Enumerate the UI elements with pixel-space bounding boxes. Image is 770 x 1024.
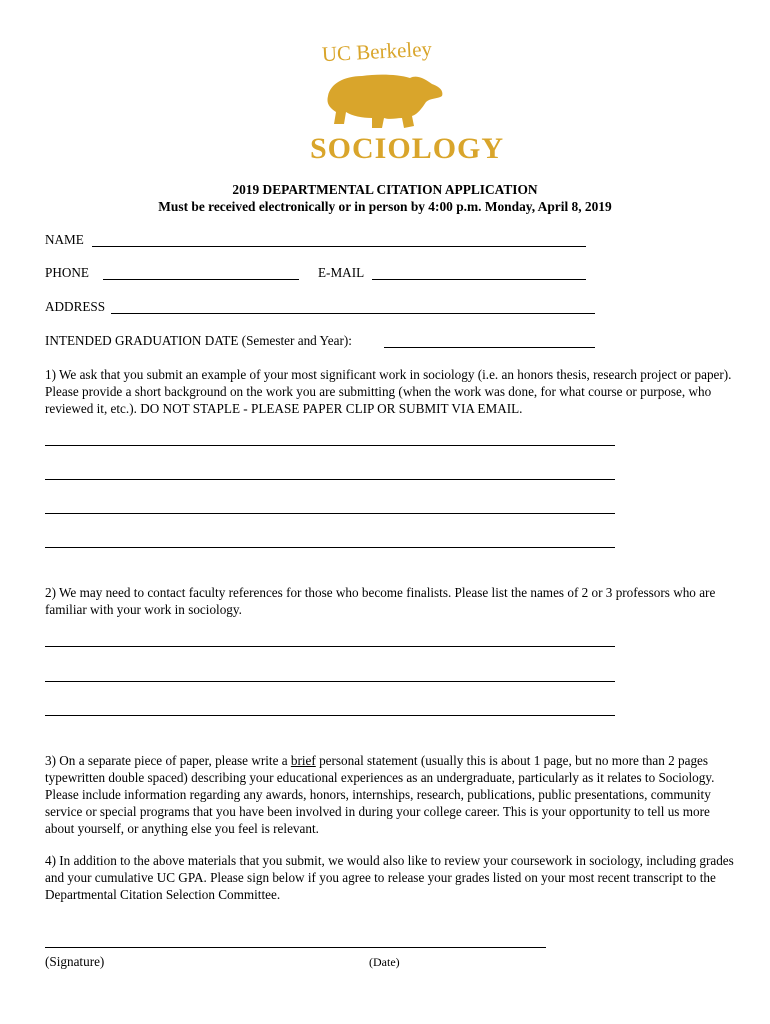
address-label: ADDRESS [45,299,106,314]
q2-answer-line[interactable] [45,646,615,647]
question-2-text: 2) We may need to contact faculty references for those who become finalists. Please list the names of 2 or 3 professors who are familiar with your work in sociology. [45,585,716,617]
q2-answer-line[interactable] [45,715,615,716]
graduation-date-field[interactable] [384,347,595,348]
phone-field[interactable] [103,279,299,280]
uc-berkeley-sociology-logo [300,36,505,170]
q3-text-after: personal statement (usually this is about 1 page, but no more than 2 pages typewritten double spaced) describing your educational experiences as an undergraduate, particularly as it relates to Sociology. Please include information regarding any awards, honors, internships, research, publications, public presentations, community service or special programs that you have been involved in during your college career. This is your opportunity to tell us more about yourself, or anything else you feel is relevant. [45,753,715,836]
signature-label: (Signature) [45,954,105,969]
address-field[interactable] [111,313,595,314]
question-3-text [45,752,735,837]
email-field[interactable] [372,279,586,280]
q1-answer-line[interactable] [45,513,615,514]
phone-label: PHONE [45,265,89,280]
signature-line[interactable] [45,947,546,948]
q2-answer-line[interactable] [45,681,615,682]
graduation-date-label: INTENDED GRADUATION DATE (Semester and Year): [45,333,352,348]
name-label: NAME [45,232,84,247]
q1-answer-line[interactable] [45,547,615,548]
bear-icon [300,36,505,170]
q3-text-before: 3) On a separate piece of paper, please write a [45,753,291,768]
email-label: E-MAIL [318,265,365,280]
date-label: (Date) [369,955,400,969]
question-4-text: 4) In addition to the above materials that you submit, we would also like to review your coursework in sociology, including grades and your cumulative UC GPA. Please sign below if you agree to release your grades listed on your most recent transcript to the Departmental Citation Selection Committee. [45,853,734,902]
q1-answer-line[interactable] [45,445,615,446]
logo-top-text: UC Berkeley [321,36,433,67]
question-1-text: 1) We ask that you submit an example of your most significant work in sociology (i.e. an honors thesis, research project or paper). Please provide a short background on the work you are submitting (when the work was done, for what course or purpose, who reviewed it, etc.). DO NOT STAPLE - PLEASE PAPER CLIP OR SUBMIT VIA EMAIL. [45,367,732,416]
deadline-subtitle: Must be received electronically or in person by 4:00 p.m. Monday, April 8, 2019 [158,199,612,214]
q1-answer-line[interactable] [45,479,615,480]
logo-bottom-text: SOCIOLOGY [310,132,505,165]
name-field[interactable] [92,246,586,247]
q3-emphasis: brief [290,753,316,768]
page-title: 2019 DEPARTMENTAL CITATION APPLICATION [232,182,538,197]
